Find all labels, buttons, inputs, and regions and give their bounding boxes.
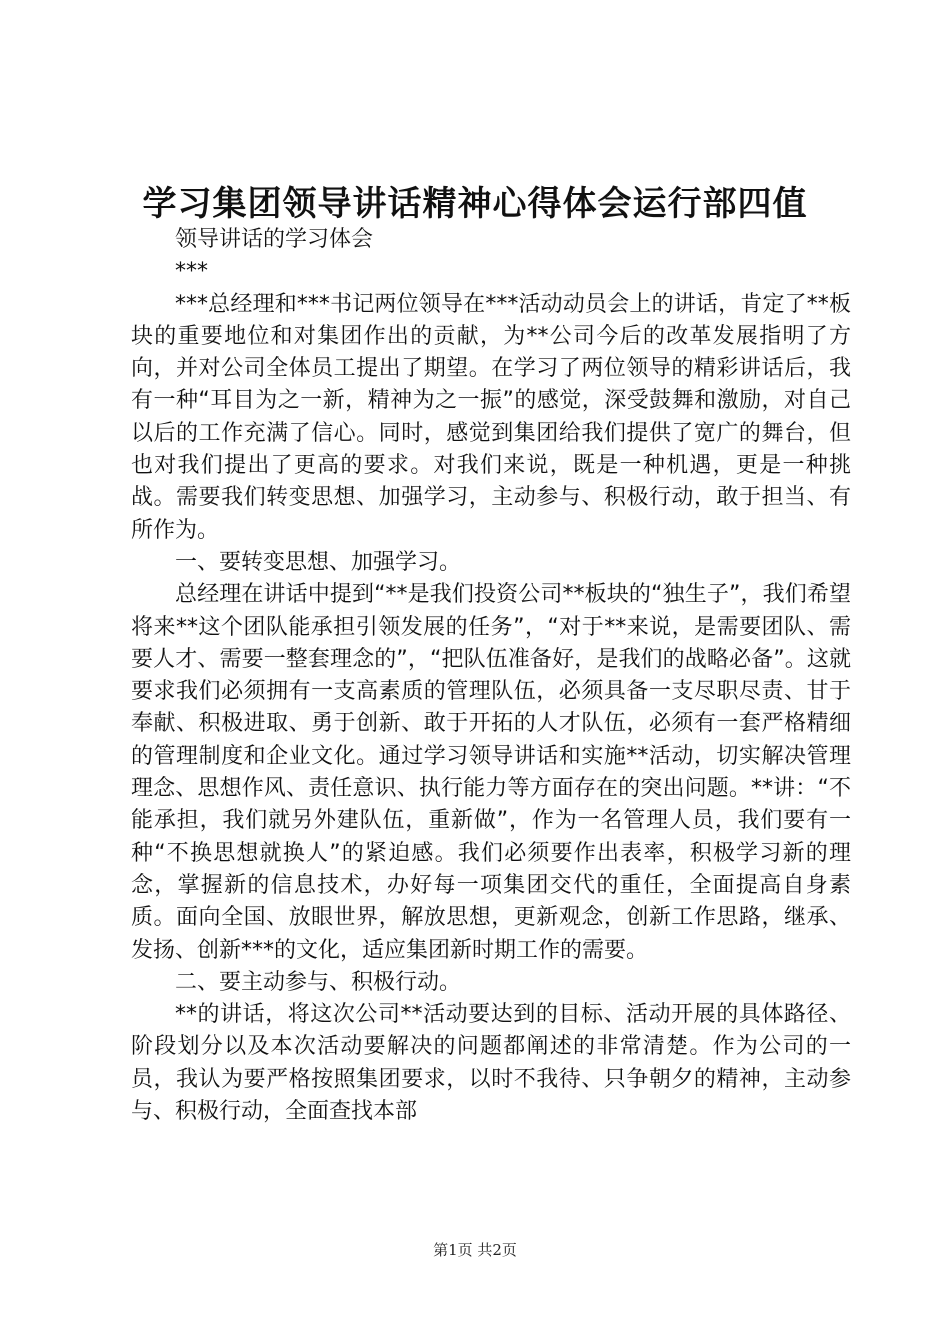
section-1-paragraph: 总经理在讲话中提到“**是我们投资公司**板块的“独生子”，我们希望将来**这个团队能承担引领发展的任务”，“对于**来说，是需要团队、需要人才、需要一整套理念的”，“把队伍准备好，是我们的战略必备”。这就要求我们必须拥有一支高素质的管理队伍，必须具备一支尽职尽责、甘于奉献、积极进取、勇于创新、敢于开拓的人才队伍，必须有一套严格精细的管理制度和企业文化。通过学习领导讲话和实施**活动，切实解决管理理念、思想作风、责任意识、执行能力等方面存在的突出问题。**讲：“不能承担，我们就另外建队伍，重新做”，作为一名管理人员，我们要有一种“不换思想就换人”的紧迫感。我们必须要作出表率，积极学习新的理念，掌握新的信息技术，办好每一项集团交代的重任，全面提高自身素质。面向全国、放眼世界，解放思想，更新观念，创新工作思路，继承、发扬、创新***的文化，适应集团新时期工作的需要。: [131, 582, 851, 963]
author-paragraph: ***: [175, 259, 208, 285]
intro-paragraph: ***总经理和***书记两位领导在***活动动员会上的讲话，肯定了**板块的重要地位和对集团作出的贡献，为**公司今后的改革发展指明了方向，并对公司全体员工提出了期望。在学习了两位领导的精彩讲话后，我有一种“耳目为之一新，精神为之一振”的感觉，深受鼓舞和激励，对自己以后的工作充满了信心。同时，感觉到集团给我们提供了宽广的舞台，但也对我们提出了更高的要求。对我们来说，既是一种机遇，更是一种挑战。需要我们转变思想、加强学习，主动参与、积极行动，敢于担当、有所作为。: [131, 291, 851, 543]
subtitle-paragraph: 领导讲话的学习体会: [175, 227, 374, 252]
document-title: 学习集团领导讲话精神心得体会运行部四值: [142, 183, 808, 224]
document-body: [131, 224, 851, 1128]
section-heading-1: 一、要转变思想、加强学习。: [175, 549, 462, 575]
page-number-footer: 第1页 共2页: [433, 1241, 517, 1259]
section-2-paragraph: **的讲话，将这次公司**活动要达到的目标、活动开展的具体路径、阶段划分以及本次活动要解决的问题都阐述的非常清楚。作为公司的一员，我认为要严格按照集团要求，以时不我待、只争朝夕的精神，主动参与、积极行动，全面查找本部: [131, 1002, 851, 1125]
section-heading-2: 二、要主动参与、积极行动。: [175, 969, 462, 995]
